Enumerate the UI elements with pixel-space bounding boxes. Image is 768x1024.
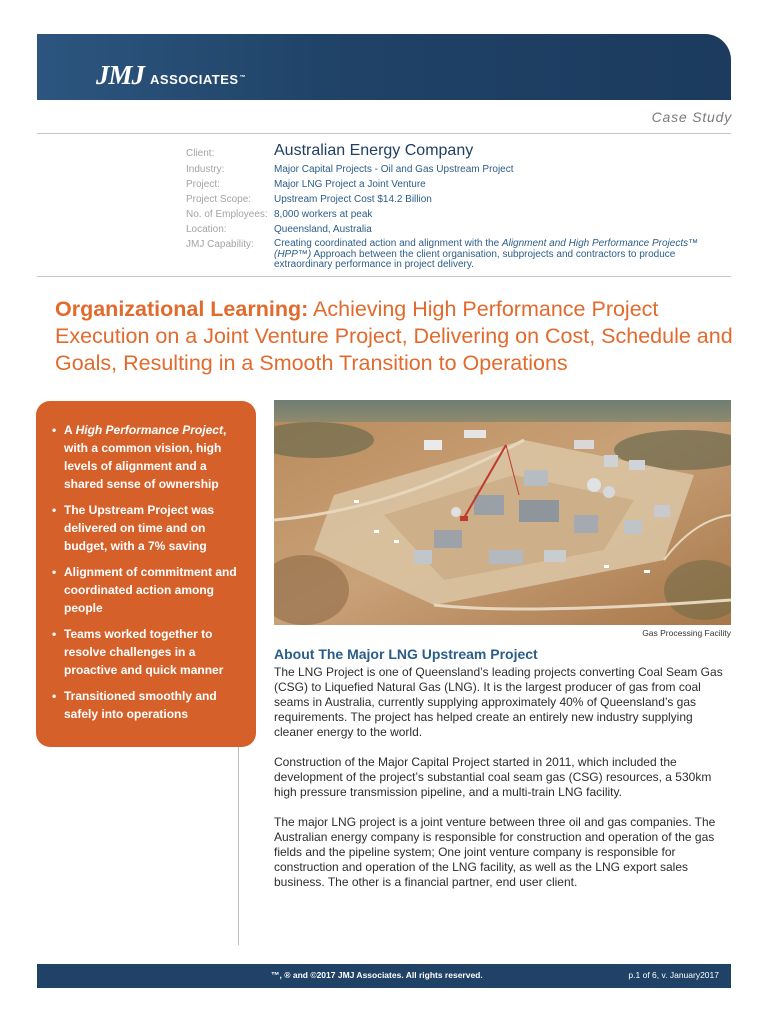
employees-value: 8,000 workers at peak: [274, 209, 373, 220]
logo-sub: [150, 72, 246, 87]
highlight-item: [52, 563, 242, 617]
client-info-table: [186, 141, 726, 271]
location-row: [186, 222, 726, 237]
industry-value: Major Capital Projects - Oil and Gas Upstream Project: [274, 164, 514, 175]
project-row: [186, 177, 726, 192]
capability-label: JMJ Capability:: [186, 239, 254, 250]
section-heading: About The Major LNG Upstream Project: [274, 646, 538, 662]
capability-text-post: Approach between the client organisation, subprojects and contractors to produce extraordinary performance in project delivery.: [274, 248, 676, 270]
facility-photo-image: [274, 400, 731, 625]
industry-label: Industry:: [186, 164, 225, 175]
bullet-icon: •: [52, 423, 57, 437]
employees-label: No. of Employees:: [186, 209, 268, 220]
divider: [37, 133, 731, 134]
highlight-post: , with a common vision, high levels of alignment and a shared sense of ownership: [64, 423, 227, 491]
highlight-text: Teams worked together to resolve challenges in a proactive and quick manner: [64, 627, 224, 677]
document-type: Case Study: [651, 109, 732, 125]
page-footer: [37, 964, 731, 988]
highlight-text: Alignment of commitment and coordinated action among people: [64, 565, 237, 615]
scope-label: Project Scope:: [186, 194, 252, 205]
highlight-item: [52, 501, 242, 555]
highlight-text: Transitioned smoothly and safely into operations: [64, 689, 217, 721]
highlight-item: [52, 421, 242, 493]
location-label: Location:: [186, 224, 227, 235]
bullet-icon: •: [52, 689, 57, 703]
highlight-text: [64, 421, 242, 493]
client-label: Client:: [186, 148, 215, 159]
title-rest: Achieving High Performance Project Execution on a Joint Venture Project, Delivering on Cost, Schedule and Goals, Resulting in a Smooth Transition to Operations: [55, 297, 733, 375]
company-logo: [96, 60, 246, 92]
logo-sub-text: ASSOCIATES: [150, 72, 239, 87]
scope-value: Upstream Project Cost $14.2 Billion: [274, 194, 432, 205]
bullet-icon: •: [52, 503, 57, 517]
highlights-box: [36, 401, 256, 747]
capability-row: [186, 237, 726, 271]
client-value: Australian Energy Company: [274, 142, 474, 159]
project-value: Major LNG Project a Joint Venture: [274, 179, 426, 190]
scope-row: [186, 192, 726, 207]
page-info: p.1 of 6, v. January2017: [628, 970, 719, 980]
bullet-icon: •: [52, 627, 57, 641]
facility-photo: [274, 400, 731, 625]
logo-main: JMJ: [96, 60, 145, 90]
highlight-item: [52, 687, 242, 723]
body-paragraph: The LNG Project is one of Queensland’s leading projects converting Coal Seam Gas (CSG) to Liquefied Natural Gas (LNG). It is the largest producer of gas from coal seams in Australia, currently supplying approximately 40% of Queensland’s gas requirements. The project has helped create an entirely new industry supplying cleaner energy to the world.: [274, 665, 723, 739]
client-row: [186, 141, 726, 161]
location-value: Queensland, Australia: [274, 224, 372, 235]
industry-row: [186, 162, 726, 177]
divider: [37, 276, 731, 277]
photo-caption: Gas Processing Facility: [642, 628, 731, 638]
highlight-pre: A: [64, 423, 76, 437]
capability-text-pre: Creating coordinated action and alignment with the: [274, 238, 502, 249]
logo-trademark: ™: [239, 74, 247, 81]
capability-value: [274, 237, 714, 271]
page-title: [55, 296, 735, 377]
section-body: [274, 665, 732, 905]
highlight-em: High Performance Project: [75, 423, 223, 437]
body-paragraph: The major LNG project is a joint venture between three oil and gas companies. The Australian energy company is responsible for construction and operation of the gas fields and the pipeline system; One joint venture company is responsible for construction and operation of the LNG facility, as well as the LNG export sales business. The other is a financial partner, end user client.: [274, 815, 716, 889]
highlight-item: [52, 625, 242, 679]
column-rule: [238, 747, 239, 945]
body-paragraph: Construction of the Major Capital Project started in 2011, which included the development of the project’s substantial coal seam gas (CSG) resources, a 530km high pressure transmission pipeline, and a multi-train LNG facility.: [274, 755, 712, 799]
employees-row: [186, 207, 726, 222]
copyright-notice: ™, ® and ©2017 JMJ Associates. All rights reserved.: [271, 970, 483, 980]
highlight-text: The Upstream Project was delivered on time and on budget, with a 7% saving: [64, 503, 215, 553]
project-label: Project:: [186, 179, 220, 190]
title-strong: Organizational Learning:: [55, 297, 309, 321]
capability-text-em: Alignment and High Performance Projects™ (HPP™): [274, 238, 699, 260]
bullet-icon: •: [52, 565, 57, 579]
